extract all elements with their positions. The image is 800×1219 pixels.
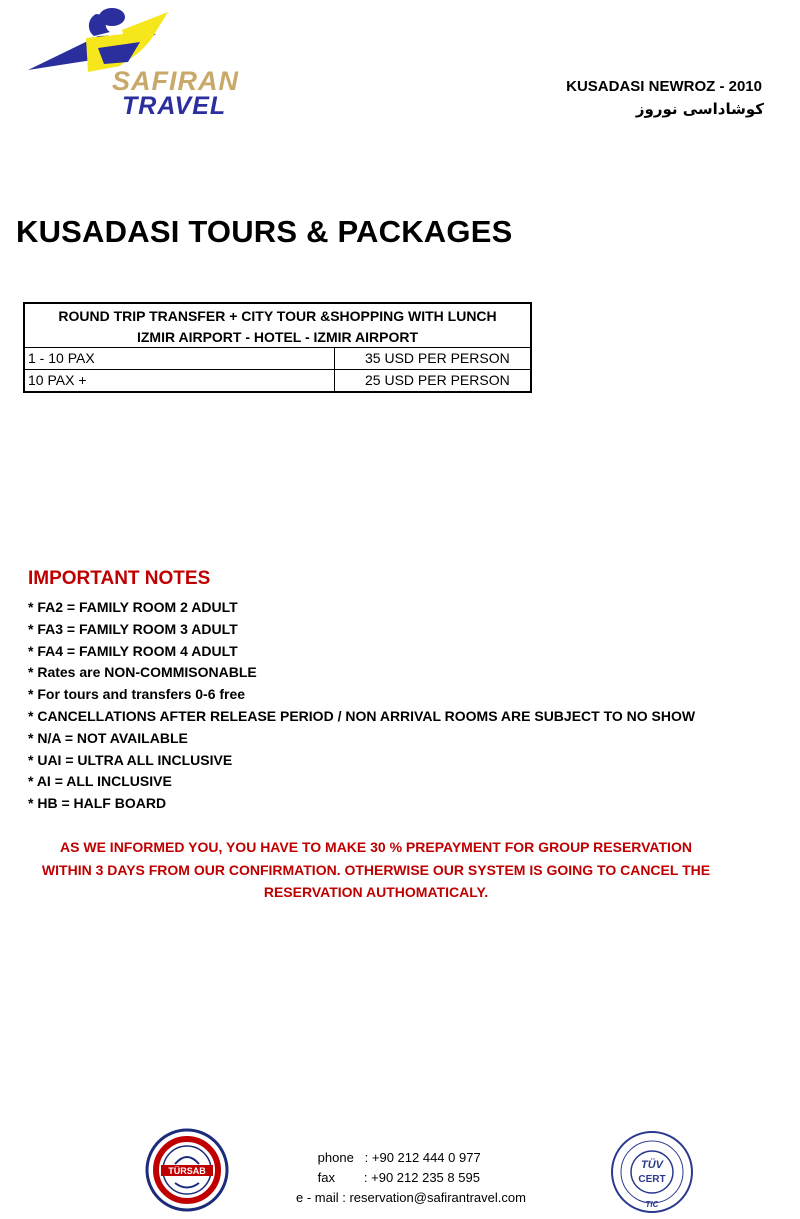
table-row <box>25 348 530 369</box>
note-item: * FA2 = FAMILY ROOM 2 ADULT <box>28 599 238 615</box>
warning-line: RESERVATION AUTHOMATICALY. <box>263 884 489 900</box>
table-header-line1: ROUND TRIP TRANSFER + CITY TOUR &SHOPPING WITH LUNCH <box>58 308 497 324</box>
note-item: * FA4 = FAMILY ROOM 4 ADULT <box>28 642 238 659</box>
warning-line: WITHIN 3 DAYS FROM OUR CONFIRMATION. OTHERWISE OUR SYSTEM IS GOING TO CANCEL THE <box>41 861 711 878</box>
note-item: * N/A = NOT AVAILABLE <box>28 729 188 746</box>
tuv-logo-text: TÜV <box>641 1159 663 1171</box>
page-title: KUSADASI TOURS & PACKAGES <box>16 214 513 249</box>
email-line[interactable]: e - mail : reservation@safirantravel.com <box>296 1190 526 1205</box>
table-row <box>25 369 530 391</box>
note-item: * FA3 = FAMILY ROOM 3 ADULT <box>28 620 238 637</box>
table-header-line2: IZMIR AIRPORT - HOTEL - IZMIR AIRPORT <box>136 329 419 345</box>
price-table <box>23 302 532 393</box>
note-item: * For tours and transfers 0-6 free <box>28 686 246 703</box>
prepayment-warning <box>0 836 752 904</box>
price-cell: 25 USD PER PERSON <box>365 372 510 388</box>
cert-logo-text: CERT <box>638 1174 666 1185</box>
logo-wordmark-bottom: TRAVEL <box>122 92 227 120</box>
tic-logo-text: TIC <box>645 1200 659 1209</box>
price-cell: 35 USD PER PERSON <box>365 350 510 366</box>
fax-line: fax : +90 212 235 8 595 <box>296 1170 480 1185</box>
tursab-seal-icon <box>145 1128 229 1212</box>
document-title: KUSADASI NEWROZ - 2010 <box>566 78 762 95</box>
notes-heading: IMPORTANT NOTES <box>28 568 211 589</box>
note-item: * Rates are NON-COMMISONABLE <box>28 664 257 681</box>
table-header <box>25 304 530 348</box>
phone-line: phone : +90 212 444 0 977 <box>296 1150 481 1165</box>
note-item: * CANCELLATIONS AFTER RELEASE PERIOD / NON ARRIVAL ROOMS ARE SUBJECT TO NO SHOW <box>28 707 696 724</box>
tuv-cert-seal-icon <box>610 1130 694 1214</box>
tursab-logo-text: TÜRSAB <box>168 1166 206 1176</box>
warning-line: AS WE INFORMED YOU, YOU HAVE TO MAKE 30 % PREPAYMENT FOR GROUP RESERVATION <box>60 839 692 855</box>
note-item: * HB = HALF BOARD <box>28 795 167 812</box>
pax-cell: 1 - 10 PAX <box>25 348 335 369</box>
logo-wordmark-top: SAFIRAN <box>112 66 239 96</box>
document-title-persian: کوشاداسی نوروز <box>635 100 764 118</box>
notes-list <box>28 597 695 815</box>
note-item: * AI = ALL INCLUSIVE <box>28 773 172 790</box>
pax-cell: 10 PAX + <box>25 370 335 391</box>
note-item: * UAI = ULTRA ALL INCLUSIVE <box>28 751 233 768</box>
contact-info <box>296 1148 526 1208</box>
